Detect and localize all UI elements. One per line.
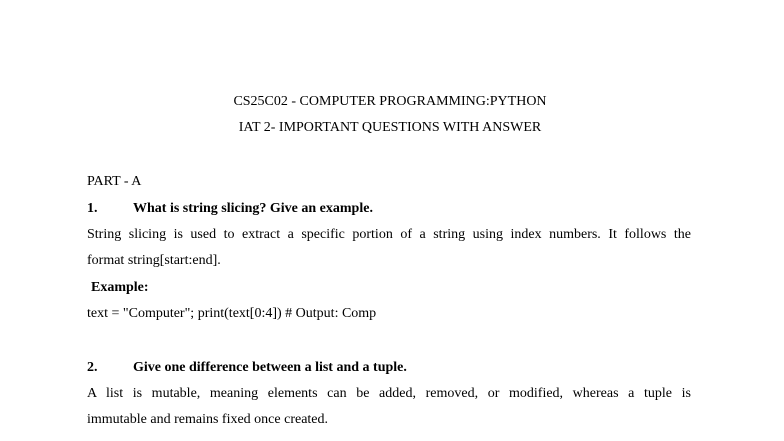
question-2 bbox=[87, 360, 407, 376]
answer-1-line-2: format string[start:end]. bbox=[87, 253, 221, 268]
answer-1-line-1: String slicing is used to extract a specific portion of a string using index numbers. It follows the bbox=[87, 227, 691, 242]
answer-2-line-2: immutable and remains fixed once created. bbox=[87, 412, 329, 427]
document-subtitle: IAT 2- IMPORTANT QUESTIONS WITH ANSWER bbox=[238, 120, 542, 135]
question-number: 2. bbox=[87, 360, 98, 375]
example-code: text = "Computer"; print(text[0:4]) # Output: Comp bbox=[87, 306, 377, 321]
question-number: 1. bbox=[87, 201, 98, 216]
question-text: Give one difference between a list and a tuple. bbox=[133, 360, 407, 375]
question-1 bbox=[87, 201, 373, 217]
answer-2-line-1: A list is mutable, meaning elements can be added, removed, or modified, whereas a tuple is bbox=[87, 386, 691, 401]
question-text: What is string slicing? Give an example. bbox=[133, 201, 373, 216]
part-heading: PART - A bbox=[87, 174, 142, 189]
example-label: Example: bbox=[91, 280, 149, 295]
document-title: CS25C02 - COMPUTER PROGRAMMING:PYTHON bbox=[233, 94, 547, 109]
